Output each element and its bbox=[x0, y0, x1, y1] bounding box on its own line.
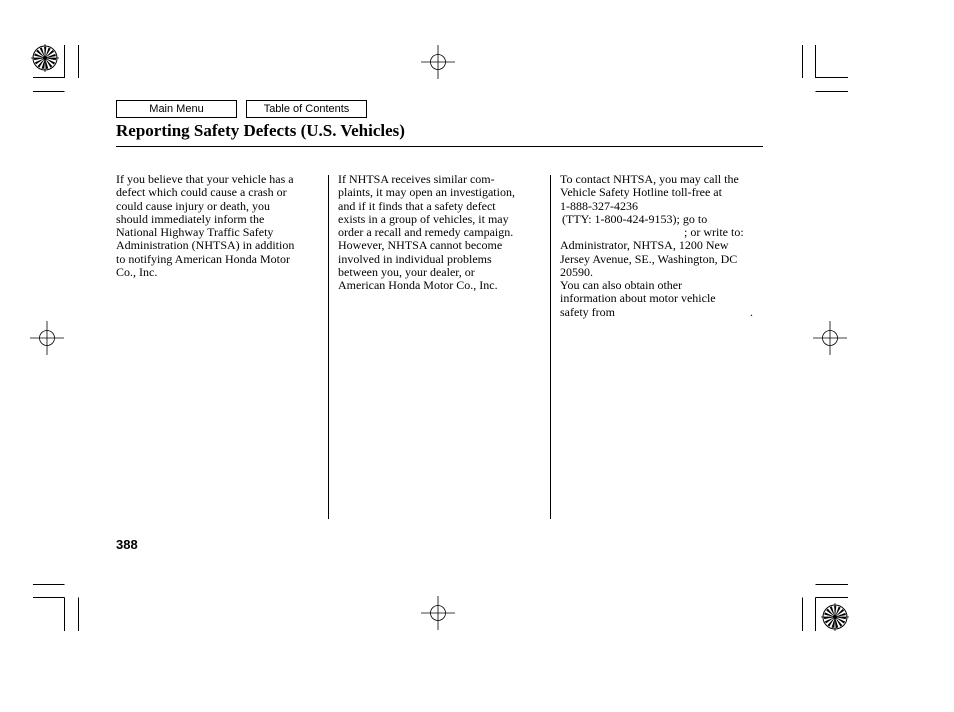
main-menu-button[interactable]: Main Menu bbox=[116, 100, 237, 118]
address-line: Jersey Avenue, SE., Washington, DC bbox=[560, 251, 738, 266]
text-line: If NHTSA receives similar com- bbox=[338, 172, 495, 186]
text-line: Vehicle Safety Hotline toll-free at bbox=[560, 185, 722, 200]
text-line: Administration (NHTSA) in addition bbox=[116, 238, 295, 253]
page-title: Reporting Safety Defects (U.S. Vehicles) bbox=[116, 121, 405, 140]
text-line: involved in individual problems bbox=[338, 251, 492, 266]
text-line: information about motor vehicle bbox=[560, 291, 716, 306]
text-column-2 bbox=[338, 173, 544, 292]
text-line-last bbox=[560, 306, 766, 319]
crosshair-left-middle-icon bbox=[30, 321, 64, 355]
text-line: and if it finds that a safety defect bbox=[338, 198, 496, 213]
text-line: could cause injury or death, you bbox=[116, 198, 270, 213]
address-line: Administrator, NHTSA, 1200 New bbox=[560, 238, 729, 253]
text-line: exists in a group of vehicles, it may bbox=[338, 211, 509, 226]
crosshair-bottom-center-icon bbox=[421, 596, 455, 630]
hotline-number: 1-888-327-4236 bbox=[560, 198, 638, 213]
column-divider bbox=[550, 175, 551, 519]
column-divider bbox=[328, 175, 329, 519]
text-line: If you believe that your vehicle has a bbox=[116, 172, 294, 186]
text-line: Co., Inc. bbox=[116, 264, 158, 279]
text-line: You can also obtain other bbox=[560, 278, 683, 292]
text-line: order a recall and remedy campaign. bbox=[338, 225, 514, 239]
text-end-mark: . bbox=[750, 304, 753, 319]
text-line: should immediately inform the bbox=[116, 211, 265, 226]
text-line: American Honda Motor Co., Inc. bbox=[338, 278, 498, 292]
page-number: 388 bbox=[116, 537, 138, 552]
text-line: plaints, it may open an investigation, bbox=[338, 185, 515, 200]
text-line: to notifying American Honda Motor bbox=[116, 251, 290, 266]
text-line: between you, your dealer, or bbox=[338, 264, 475, 279]
crosshair-top-center-icon bbox=[421, 45, 455, 79]
text-line: However, NHTSA cannot become bbox=[338, 238, 503, 253]
text-column-1 bbox=[116, 173, 322, 279]
text-fragment: safety from bbox=[560, 304, 615, 319]
text-column-3 bbox=[560, 173, 766, 319]
tty-number: (TTY: 1-800-424-9153); go to bbox=[562, 211, 708, 226]
text-line: defect which could cause a crash or bbox=[116, 185, 287, 200]
text-line: ; or write to: bbox=[684, 225, 744, 239]
registration-target-bottom-right-icon bbox=[821, 603, 849, 631]
address-line: 20590. bbox=[560, 264, 593, 279]
registration-target-top-left-icon bbox=[31, 44, 59, 72]
crosshair-right-middle-icon bbox=[813, 321, 847, 355]
table-of-contents-button[interactable]: Table of Contents bbox=[246, 100, 367, 118]
text-line: To contact NHTSA, you may call the bbox=[560, 172, 739, 186]
title-rule bbox=[116, 146, 763, 147]
text-line: National Highway Traffic Safety bbox=[116, 225, 274, 239]
